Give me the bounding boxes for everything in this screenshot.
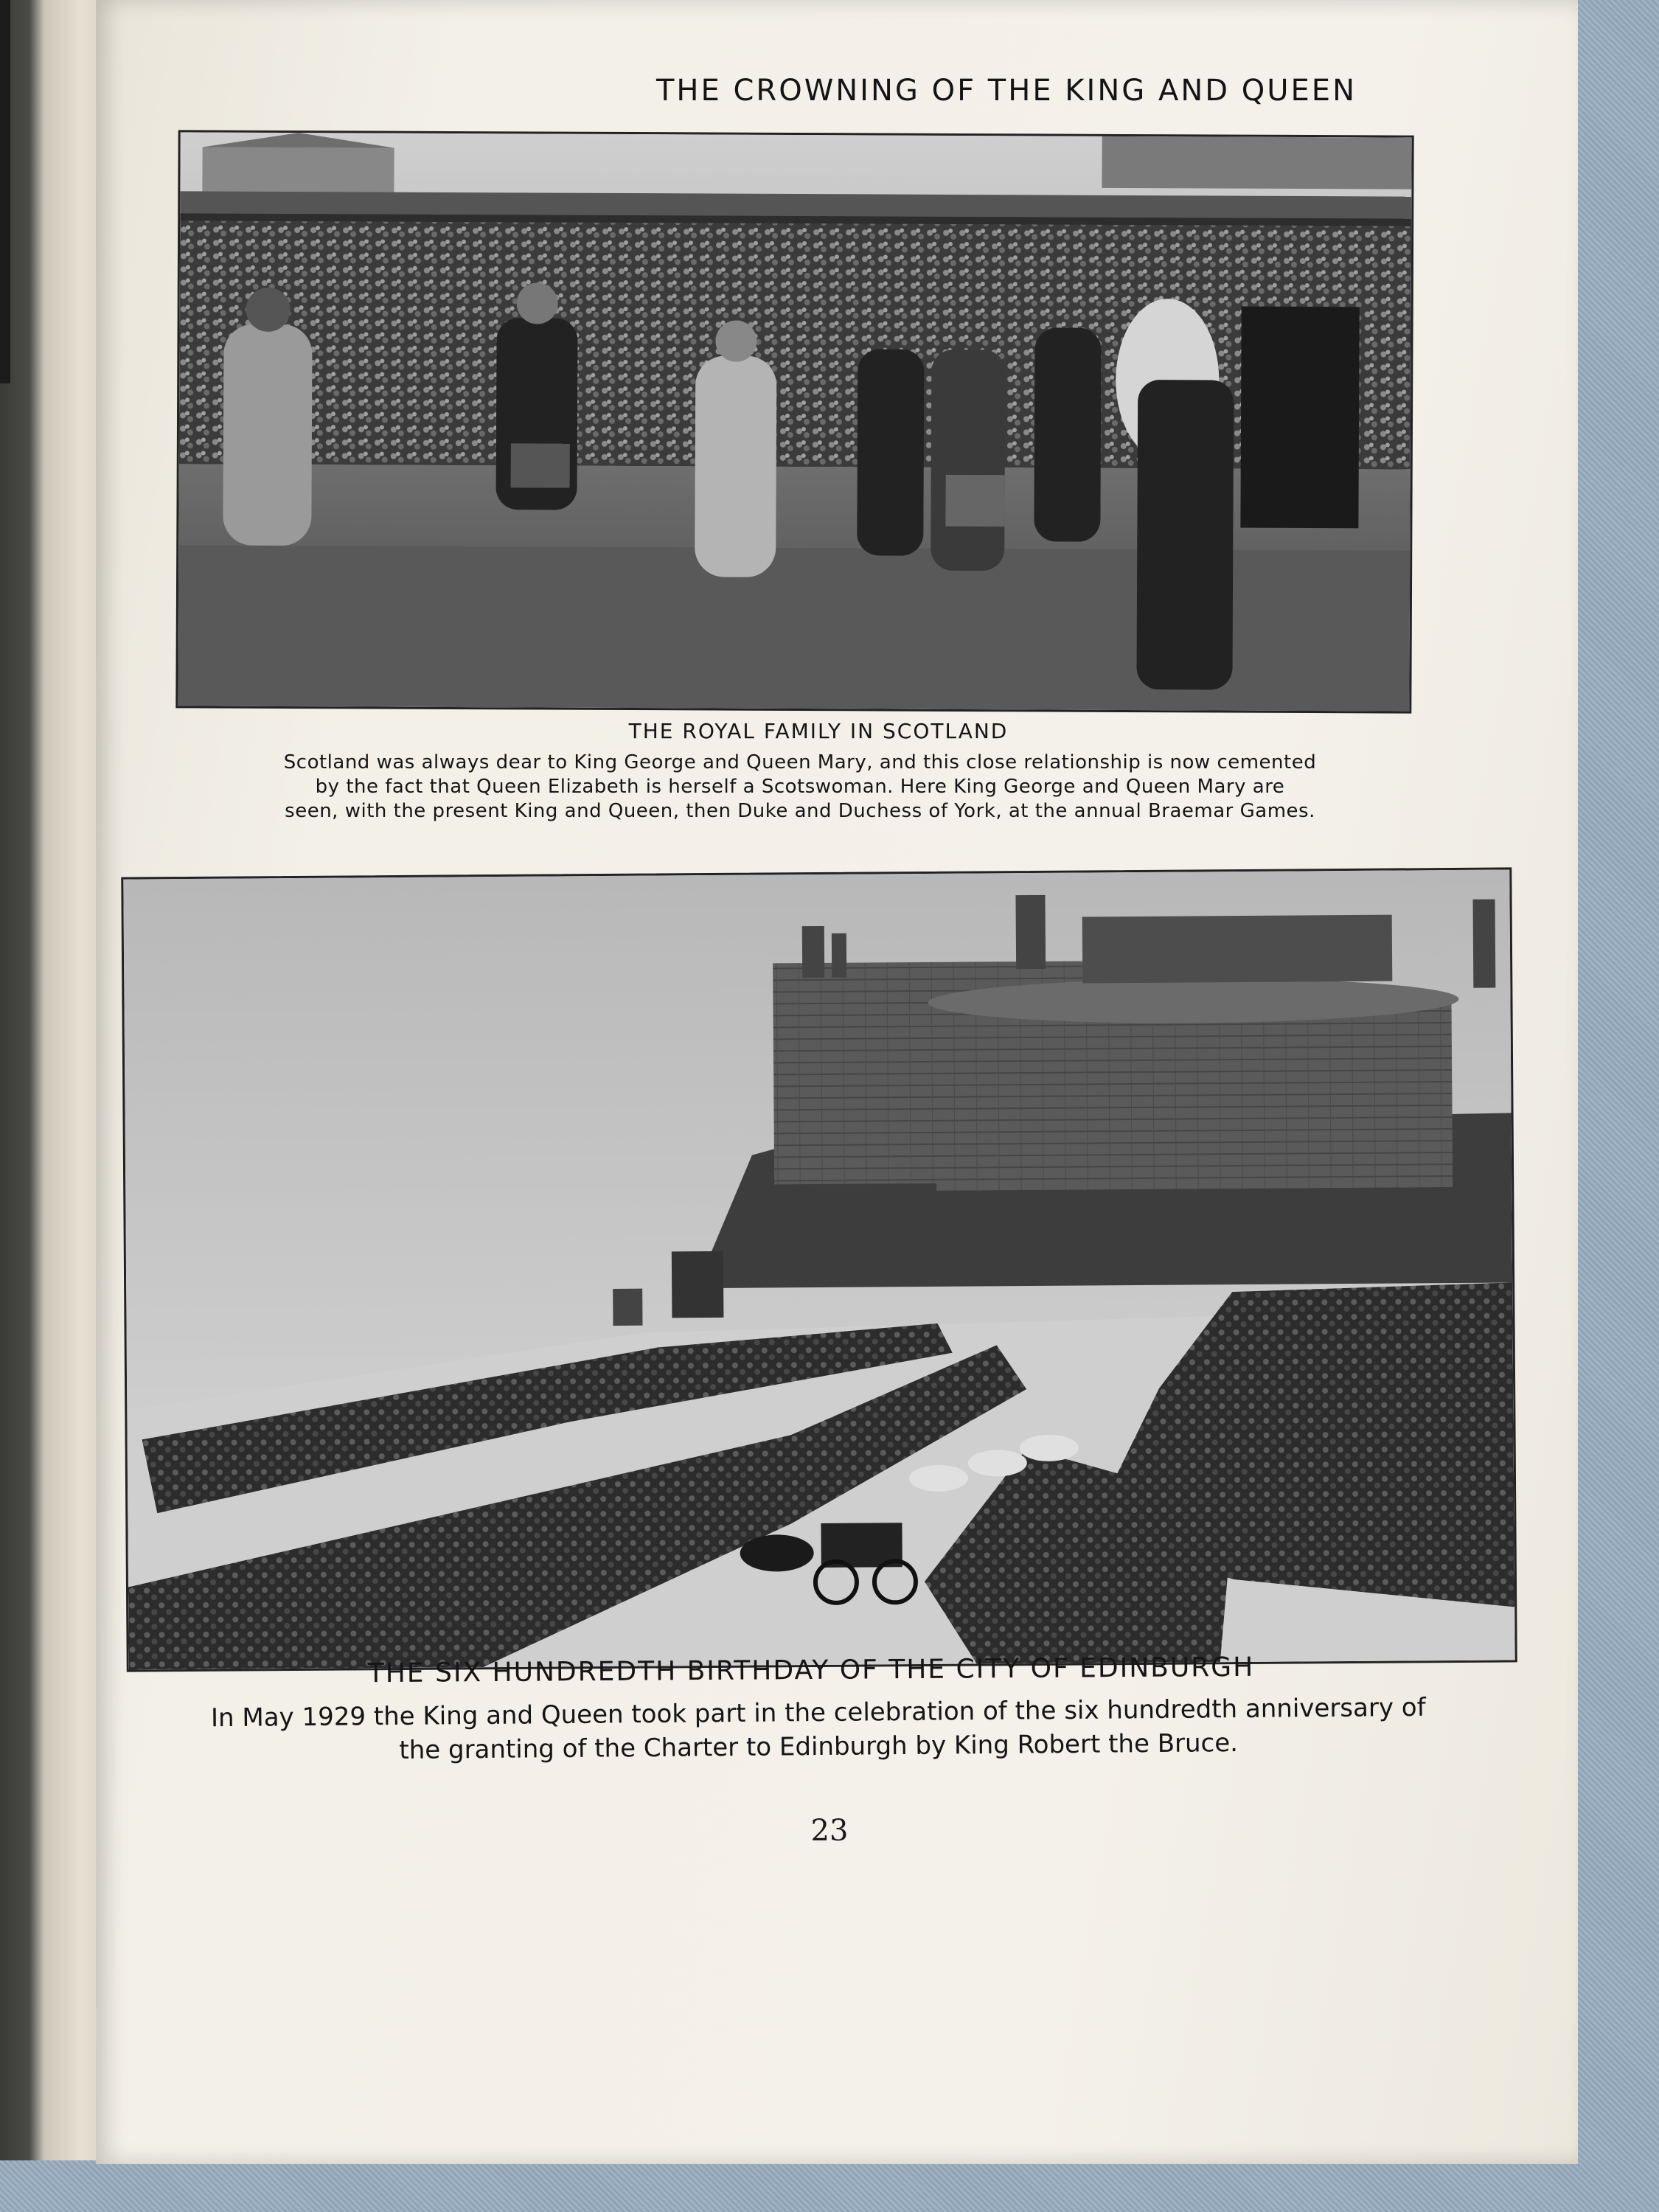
photo2-caption-line: the granting of the Charter to Edinburgh by King Robert the Bruce.	[399, 1728, 1239, 1765]
photo2-caption-line: In May 1929 the King and Queen took part in the celebration of the six hundredth anniversary of	[210, 1692, 1426, 1733]
photo1-caption-title: THE ROYAL FAMILY IN SCOTLAND	[628, 719, 1009, 743]
edinburgh-castle-photo	[121, 867, 1517, 1672]
royal-family-photo-image	[178, 132, 1411, 711]
edinburgh-castle-photo-image	[123, 869, 1514, 1669]
photo1-caption-line: by the fact that Queen Elizabeth is herself a Scotswoman. Here King George and Queen Mary are	[315, 776, 1285, 798]
photo2-caption-body	[177, 1690, 1461, 1769]
bottom-cloth-cover	[0, 2160, 1659, 2212]
royal-family-photo	[175, 130, 1413, 713]
photo1-caption-line: Scotland was always dear to King George and Queen Mary, and this close relationship is now cemented	[283, 751, 1317, 773]
previous-page-edge	[0, 0, 10, 383]
left-book-board	[0, 0, 111, 2212]
running-head: THE CROWNING OF THE KING AND QUEEN	[655, 74, 1357, 108]
photo1-caption-body	[214, 751, 1386, 824]
photo1-caption-line: seen, with the present King and Queen, then Duke and Duchess of York, at the annual Braemar Games.	[285, 800, 1315, 822]
page-number: 23	[810, 1814, 849, 1848]
photo2-caption-title: THE SIX HUNDREDTH BIRTHDAY OF THE CITY OF EDINBURGH	[367, 1652, 1255, 1689]
